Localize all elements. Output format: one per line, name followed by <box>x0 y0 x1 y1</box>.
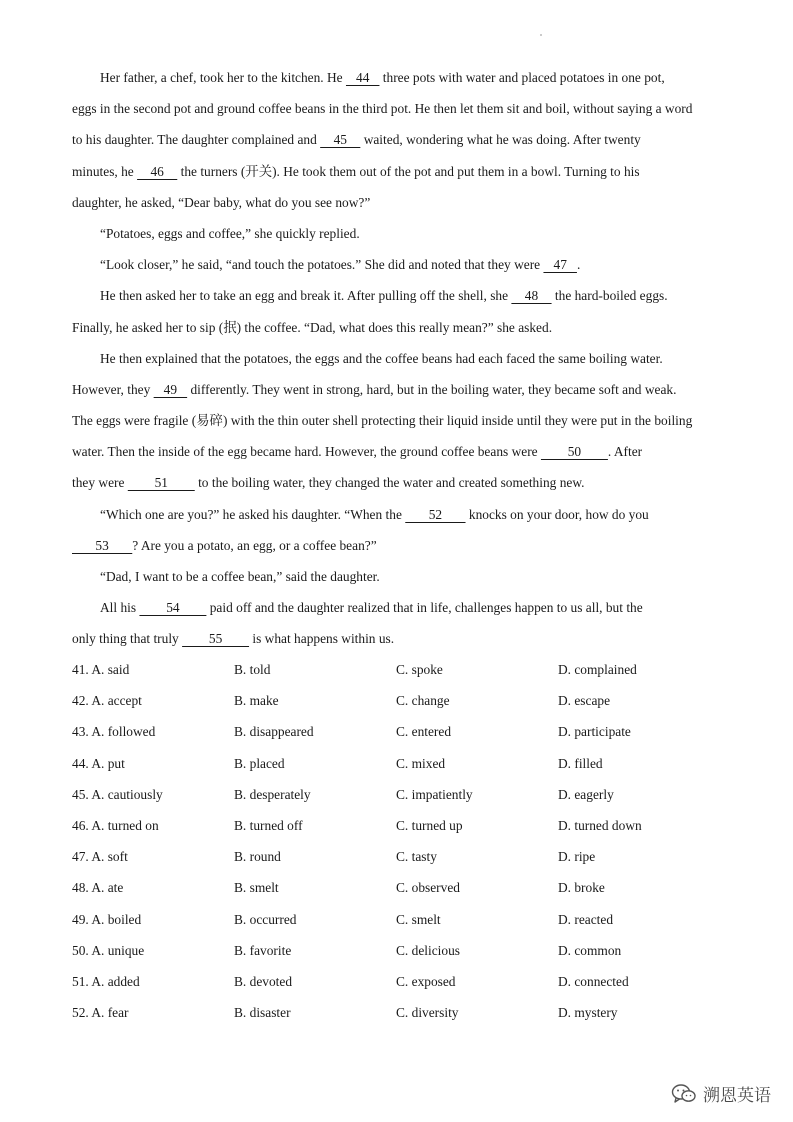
blank-53: 53 <box>72 537 133 553</box>
passage <box>72 62 732 655</box>
option-a: 51. A. added <box>72 973 140 989</box>
option-d: D. escape <box>558 693 611 709</box>
option-c: C. observed <box>396 880 460 896</box>
blank-50: 50 <box>540 444 608 460</box>
passage-line: He then asked her to take an egg and break it. After pulling off the shell, she 48 the hard-boiled eggs. <box>100 288 668 304</box>
passage-line: 53 ? Are you a potato, an egg, or a coffee bean?” <box>72 537 377 553</box>
option-a: 46. A. turned on <box>72 817 159 833</box>
question-row <box>72 935 732 966</box>
question-row <box>72 779 732 810</box>
option-a: 42. A. accept <box>72 693 142 709</box>
blank-47: 47 <box>543 257 577 273</box>
option-c: C. mixed <box>396 755 446 771</box>
blank-51: 51 <box>127 475 195 491</box>
option-d: D. common <box>558 942 622 958</box>
blank-46: 46 <box>137 163 178 179</box>
option-c: C. exposed <box>396 973 456 989</box>
option-a: 50. A. unique <box>72 942 145 958</box>
option-c: C. delicious <box>396 942 460 958</box>
option-a: 49. A. boiled <box>72 911 142 927</box>
option-b: B. placed <box>234 755 285 771</box>
option-a: 45. A. cautiously <box>72 786 163 802</box>
option-d: D. ripe <box>558 849 596 865</box>
option-b: B. occurred <box>234 911 297 927</box>
passage-line: “Dad, I want to be a coffee bean,” said the daughter. <box>100 569 380 584</box>
option-d: D. broke <box>558 880 605 896</box>
option-a: 48. A. ate <box>72 880 124 896</box>
question-row <box>72 810 732 841</box>
option-c: C. smelt <box>396 911 441 927</box>
passage-line: to his daughter. The daughter complained and 45 waited, wondering what he was doing. After twenty <box>72 132 641 148</box>
option-b: B. disappeared <box>234 724 314 740</box>
option-b: B. favorite <box>234 942 292 958</box>
option-d: D. mystery <box>558 1005 618 1021</box>
question-row <box>72 716 732 747</box>
option-c: C. turned up <box>396 817 463 833</box>
passage-line: minutes, he 46 the turners (开关). He took them out of the pot and put them in a bowl. Turning to his <box>72 163 640 179</box>
answer-options <box>72 654 732 1028</box>
passage-line: water. Then the inside of the egg became hard. However, the ground coffee beans were 50 . After <box>72 444 643 460</box>
blank-55: 55 <box>182 631 250 647</box>
blank-52: 52 <box>405 506 466 522</box>
question-row <box>72 997 732 1028</box>
option-d: D. eagerly <box>558 786 614 802</box>
option-d: D. filled <box>558 755 603 771</box>
question-row <box>72 966 732 997</box>
option-b: B. smelt <box>234 880 279 896</box>
option-b: B. make <box>234 693 279 709</box>
option-c: C. impatiently <box>396 786 473 802</box>
option-b: B. disaster <box>234 1005 291 1021</box>
passage-line: “Potatoes, eggs and coffee,” she quickly replied. <box>100 225 360 241</box>
option-c: C. change <box>396 693 450 709</box>
passage-line: “Which one are you?” he asked his daughter. “When the 52 knocks on your door, how do you <box>100 506 649 522</box>
option-b: B. devoted <box>234 973 293 989</box>
watermark <box>671 1081 771 1106</box>
passage-line: they were 51 to the boiling water, they changed the water and created something new. <box>72 475 585 491</box>
blank-54: 54 <box>139 600 207 616</box>
option-d: D. turned down <box>558 817 642 833</box>
option-b: B. told <box>234 662 271 677</box>
passage-line: daughter, he asked, “Dear baby, what do you see now?” <box>72 194 371 210</box>
blank-49: 49 <box>153 381 188 397</box>
option-b: B. desperately <box>234 786 311 802</box>
option-c: C. tasty <box>396 849 437 865</box>
question-row <box>72 904 732 935</box>
question-row <box>72 654 732 685</box>
option-c: C. spoke <box>396 662 443 677</box>
passage-line: “Look closer,” he said, “and touch the potatoes.” She did and noted that they were 47 . <box>100 257 581 273</box>
option-b: B. round <box>234 849 281 865</box>
question-row <box>72 872 732 903</box>
question-row <box>72 841 732 872</box>
option-a: 47. A. soft <box>72 849 128 865</box>
option-d: D. reacted <box>558 911 614 927</box>
option-d: D. participate <box>558 724 631 740</box>
page-speck <box>540 34 542 36</box>
passage-line: All his 54 paid off and the daughter realized that in life, challenges happen to us all, but the <box>100 600 643 616</box>
blank-44: 44 <box>345 70 380 85</box>
blank-48: 48 <box>511 288 552 304</box>
passage-line: only thing that truly 55 is what happens within us. <box>72 631 395 647</box>
passage-line: However, they 49 differently. They went in strong, hard, but in the boiling water, they became soft and weak. <box>72 381 677 397</box>
blank-45: 45 <box>320 132 361 148</box>
question-row <box>72 748 732 779</box>
option-b: B. turned off <box>234 817 303 833</box>
option-d: D. complained <box>558 662 637 677</box>
watermark-text: 溯恩英语 <box>703 1086 771 1106</box>
option-c: C. entered <box>396 724 452 740</box>
option-a: 43. A. followed <box>72 724 156 740</box>
passage-line: The eggs were fragile (易碎) with the thin outer shell protecting their liquid inside until they were put in the boiling <box>72 413 693 429</box>
question-row <box>72 685 732 716</box>
passage-line: eggs in the second pot and ground coffee beans in the third pot. He then let them sit and boil, without saying a word <box>72 101 693 117</box>
passage-line: Her father, a chef, took her to the kitchen. He 44 three pots with water and placed potatoes in one pot, <box>100 70 665 85</box>
passage-line: Finally, he asked her to sip (抿) the coffee. “Dad, what does this really mean?” she asked. <box>72 319 553 335</box>
wechat-icon <box>671 1083 697 1105</box>
option-c: C. diversity <box>396 1005 459 1021</box>
option-a: 52. A. fear <box>72 1005 129 1021</box>
option-d: D. connected <box>558 973 629 989</box>
passage-line: He then explained that the potatoes, the eggs and the coffee beans had each faced the same boiling water. <box>100 350 663 366</box>
option-a: 41. A. said <box>72 662 130 677</box>
option-a: 44. A. put <box>72 755 125 771</box>
